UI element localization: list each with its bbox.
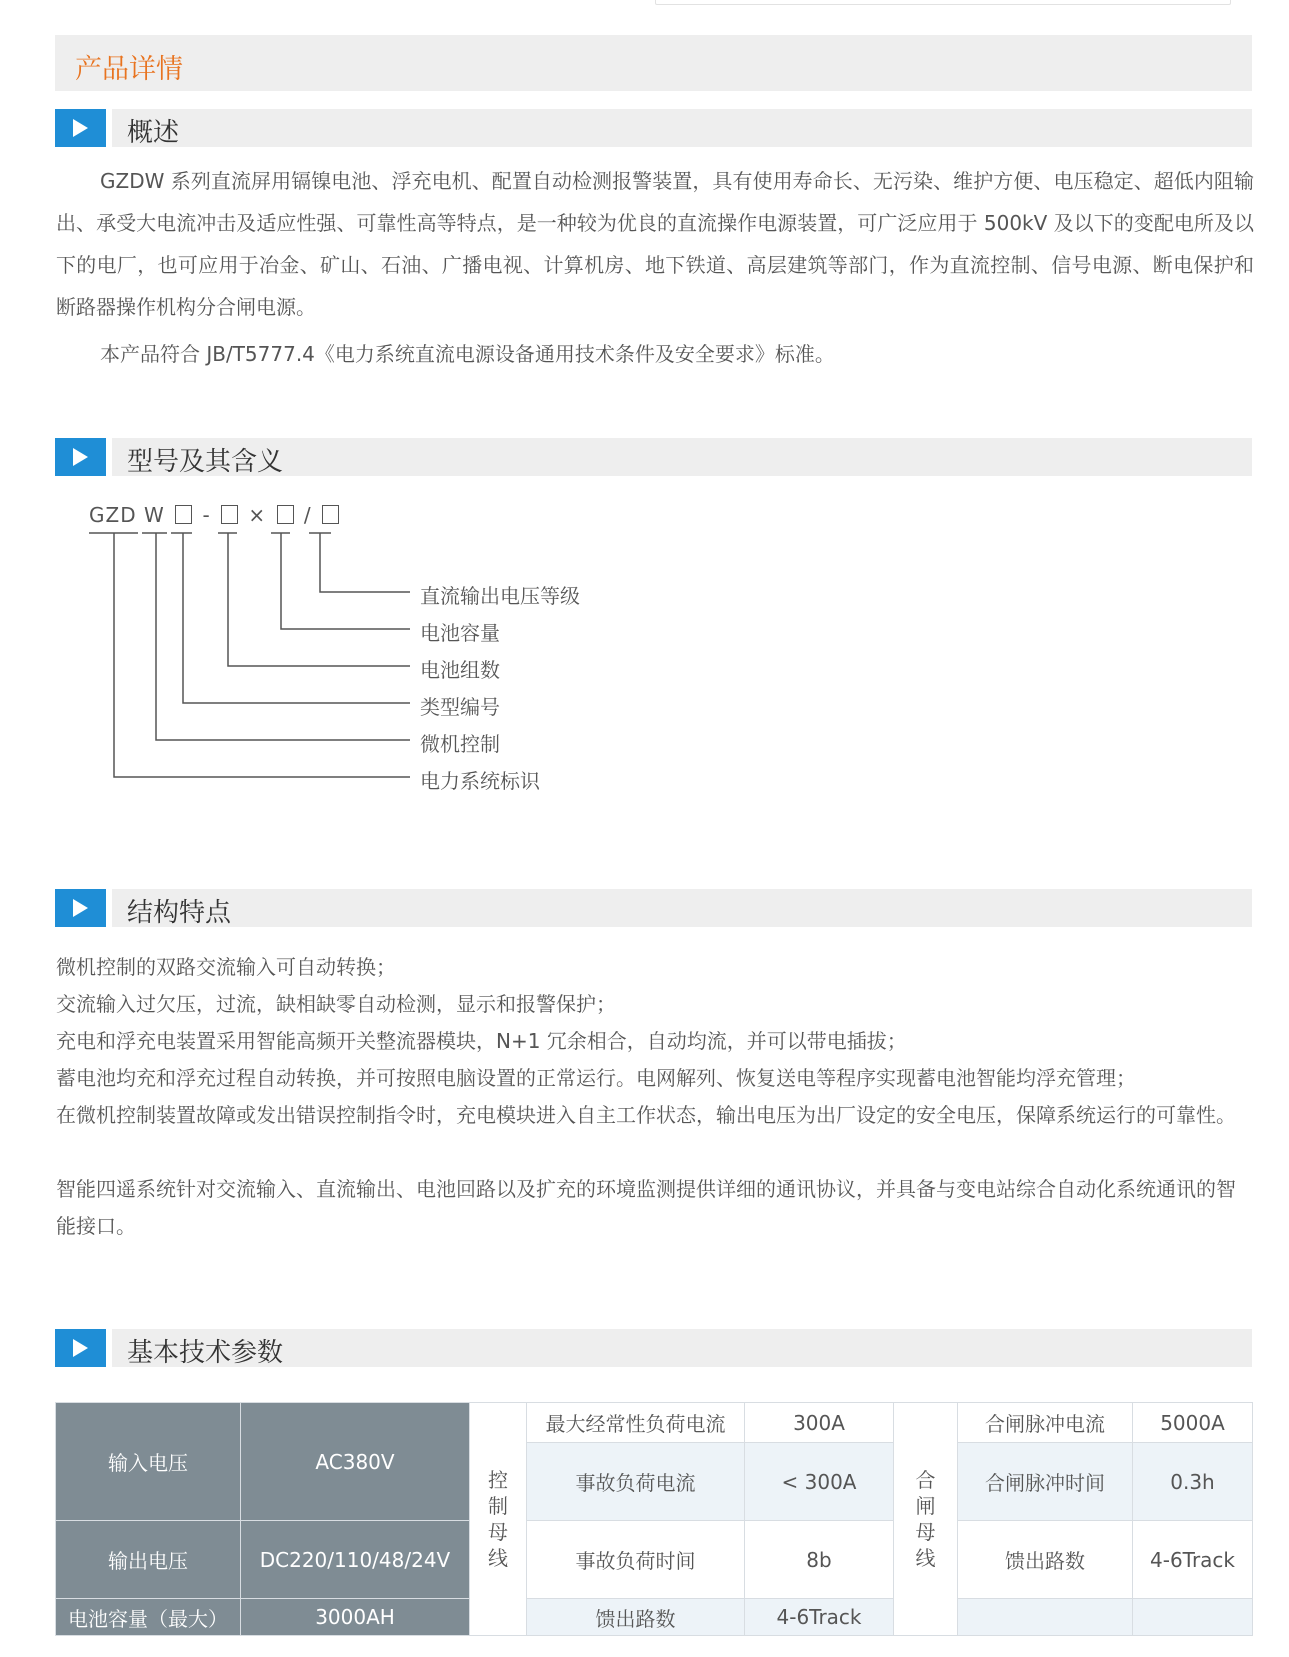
param-label: 输入电压 xyxy=(56,1403,241,1521)
feature-item: 智能四遥系统针对交流输入、直流输出、电池回路以及扩充的环境监测提供详细的通讯协议，并具备与变电站综合自动化系统通讯的智能接口。 xyxy=(56,1177,1236,1238)
model-label-capacity: 电池容量 xyxy=(420,621,500,645)
param-label: 馈出路数 xyxy=(958,1521,1133,1599)
model-label-microcomputer: 微机控制 xyxy=(420,732,500,756)
model-sep-times: × xyxy=(248,503,267,527)
model-label-groups: 电池组数 xyxy=(420,658,500,682)
param-value: DC220/110/48/24V xyxy=(241,1521,470,1599)
overview-paragraph: GZDW 系列直流屏用镉镍电池、浮充电机、配置自动检测报警装置，具有使用寿命长、无污染、维护方便、电压稳定、超低内阻输出、承受大电流冲击及适应性强、可靠性高等特点，是一种较为优良的直流操作电源装置，可广泛应用于 500kV 及以下的变配电所及以下的电厂，也可应用于冶金、矿山、石油、广播电视、计算机房、地下铁道、高层建筑等部门，作为直流控制、信号电源、断电保护和断路器操作机构分合闸电源。 xyxy=(56,169,1254,319)
section-header-features xyxy=(55,889,1252,927)
closing-bus-group xyxy=(894,1403,958,1636)
section-title: 结构特点 xyxy=(127,898,232,928)
param-value: 4-6Track xyxy=(1133,1521,1253,1599)
param-label: 输出电压 xyxy=(56,1521,241,1599)
play-icon xyxy=(55,889,106,927)
model-sep-slash: / xyxy=(303,503,312,527)
param-value: AC380V xyxy=(241,1403,470,1521)
param-value: 3000AH xyxy=(241,1599,470,1636)
param-value: 8b xyxy=(745,1521,894,1599)
param-label: 电池容量（最大） xyxy=(56,1599,241,1636)
feature-item: 在微机控制装置故障或发出错误控制指令时，充电模块进入自主工作状态，输出电压为出厂设定的安全电压，保障系统运行的可靠性。 xyxy=(56,1103,1236,1127)
param-value: 4-6Track xyxy=(745,1599,894,1636)
model-prefix: GZD W xyxy=(89,503,165,527)
model-label-type: 类型编号 xyxy=(420,695,500,719)
param-label: 合闸脉冲电流 xyxy=(958,1403,1133,1443)
param-label: 馈出路数 xyxy=(527,1599,745,1636)
overview-standard: 本产品符合 JB/T5777.4《电力系统直流电源设备通用技术条件及安全要求》标准。 xyxy=(100,342,835,366)
feature-item: 充电和浮充电装置采用智能高频开关整流器模块，N+1 冗余相合，自动均流，并可以带电插拔； xyxy=(56,1029,907,1053)
section-title: 型号及其含义 xyxy=(127,447,284,477)
param-label: 合闸脉冲时间 xyxy=(958,1443,1133,1521)
feature-item: 微机控制的双路交流输入可自动转换； xyxy=(56,955,396,979)
param-label: 最大经常性负荷电流 xyxy=(527,1403,745,1443)
page-title: 产品详情 xyxy=(75,54,183,85)
model-bracket-diagram xyxy=(0,0,1289,800)
model-label-power-system: 电力系统标识 xyxy=(420,769,540,793)
closing-bus-label: 合闸母线 xyxy=(915,1468,936,1570)
empty-cell xyxy=(958,1599,1133,1636)
control-bus-label: 控制母线 xyxy=(488,1468,508,1570)
params-table xyxy=(55,1402,1253,1636)
feature-item: 交流输入过欠压，过流，缺相缺零自动检测，显示和报警保护； xyxy=(56,992,616,1016)
param-value: 0.3h xyxy=(1133,1443,1253,1521)
empty-cell xyxy=(1133,1599,1253,1636)
control-bus-group xyxy=(470,1403,527,1636)
param-value: 5000A xyxy=(1133,1403,1253,1443)
play-icon xyxy=(55,1329,106,1367)
model-sep-dash: - xyxy=(202,503,211,527)
feature-item: 蓄电池均充和浮充过程自动转换，并可按照电脑设置的正常运行。电网解列、恢复送电等程序实现蓄电池智能均浮充管理； xyxy=(56,1066,1136,1090)
param-value: 300A xyxy=(745,1403,894,1443)
section-header-params xyxy=(55,1329,1252,1367)
section-title: 基本技术参数 xyxy=(127,1338,284,1368)
param-label: 事故负荷电流 xyxy=(527,1443,745,1521)
param-label: 事故负荷时间 xyxy=(527,1521,745,1599)
section-title: 概述 xyxy=(127,118,180,148)
model-label-voltage: 直流输出电压等级 xyxy=(420,584,580,608)
param-value: < 300A xyxy=(745,1443,894,1521)
